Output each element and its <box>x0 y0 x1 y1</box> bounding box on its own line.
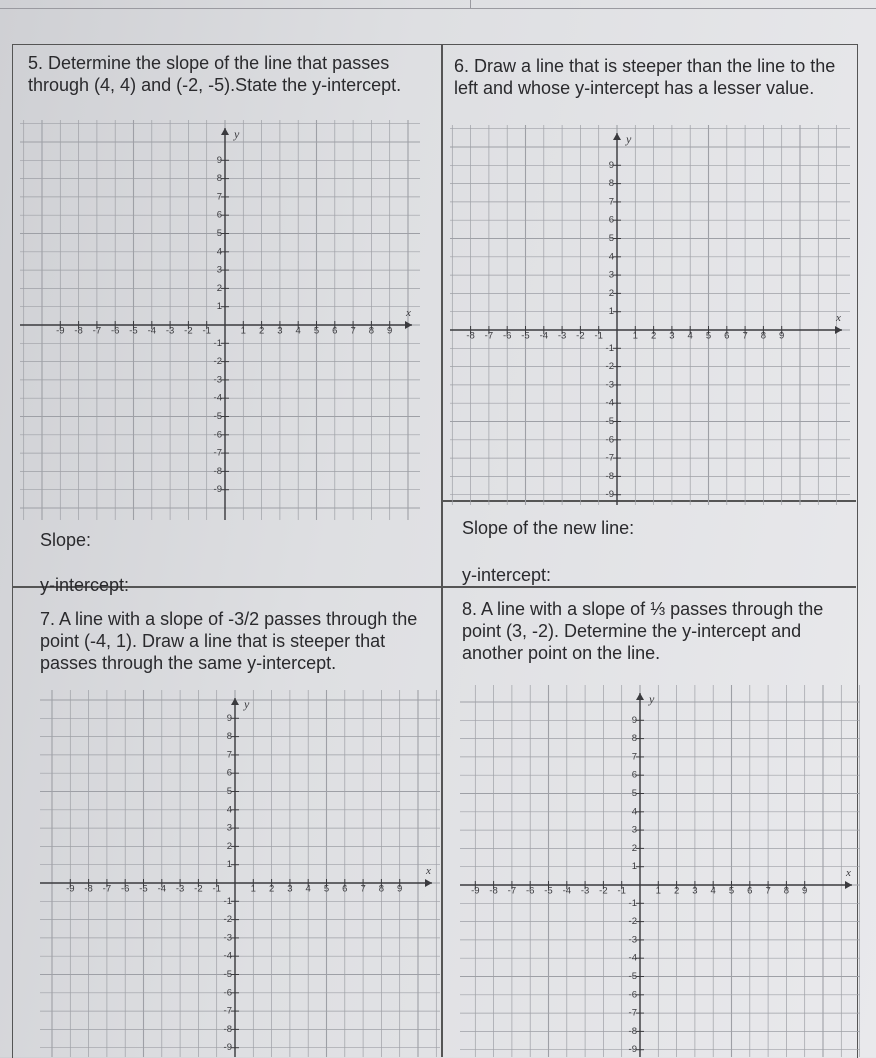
y-tick-label: -4 <box>213 392 222 404</box>
x-tick-label: 8 <box>783 885 790 897</box>
y-tick-label: -6 <box>628 989 637 1001</box>
grid-lines <box>460 685 860 1057</box>
x-tick-label: 5 <box>728 885 735 897</box>
x-axis-arrow <box>845 881 852 889</box>
y-tick-label: 8 <box>226 731 232 743</box>
question-6: 6. Draw a line that is steeper than the line to the left and whose y-intercept has a lesser value. <box>454 56 836 98</box>
y-tick-label: 6 <box>226 767 232 779</box>
y-tick-label: -2 <box>223 914 232 926</box>
x-tick-label: 1 <box>250 883 256 895</box>
x-axis-arrow <box>425 879 432 887</box>
x-tick-label: -2 <box>576 330 585 342</box>
x-tick-label: 6 <box>332 325 338 337</box>
x-tick-label: 3 <box>692 885 698 897</box>
x-tick-label: 7 <box>350 325 356 337</box>
q6-slope-label: Slope of the new line: <box>462 518 635 538</box>
x-tick-label: 7 <box>742 330 748 342</box>
y-tick-label: -6 <box>605 434 614 446</box>
y-tick-label: -2 <box>213 356 222 368</box>
x-axis-label: x <box>846 867 851 879</box>
x-tick-label: 4 <box>305 883 311 895</box>
x-tick-label: -9 <box>66 883 75 895</box>
x-tick-label: -6 <box>110 325 120 337</box>
coordinate-grid-q8[interactable] <box>460 685 860 1057</box>
x-tick-label: -8 <box>84 883 93 895</box>
y-tick-label: 4 <box>226 804 232 816</box>
y-tick-label: -9 <box>605 489 614 501</box>
grid-lines <box>450 125 850 505</box>
x-tick-label: -6 <box>525 885 535 897</box>
q6-y-intercept-label: y-intercept: <box>462 565 552 585</box>
x-tick-label: 8 <box>378 883 385 895</box>
y-tick-label: -8 <box>213 465 222 477</box>
y-tick-label: 4 <box>216 246 222 258</box>
x-tick-label: -1 <box>202 325 211 337</box>
y-tick-label: 5 <box>216 228 222 240</box>
x-tick-label: -7 <box>92 325 102 337</box>
x-tick-label: -5 <box>521 330 530 342</box>
y-tick-label: 5 <box>631 788 637 800</box>
y-tick-label: 1 <box>608 306 614 318</box>
q5-y-intercept-label: y-intercept: <box>40 575 130 595</box>
x-axis-label: x <box>426 865 431 877</box>
y-axis-label: y <box>234 127 240 141</box>
x-tick-label: -6 <box>502 330 512 342</box>
question-5: 5. Determine the slope of the line that passes through (4, 4) and (-2, -5).State the y-intercept. <box>28 53 402 95</box>
y-tick-label: 6 <box>608 214 614 226</box>
x-tick-label: 5 <box>323 883 330 895</box>
coordinate-grid-q7[interactable] <box>40 690 440 1057</box>
x-axis-label: x <box>836 312 841 324</box>
x-tick-label: -4 <box>157 883 167 895</box>
x-tick-label: -7 <box>507 885 517 897</box>
x-tick-label: 1 <box>632 330 638 342</box>
y-tick-label: -9 <box>213 484 222 496</box>
y-tick-label: -3 <box>223 932 232 944</box>
row-divider-right-2 <box>441 586 856 588</box>
y-tick-label: 9 <box>226 712 232 724</box>
y-tick-label: 3 <box>608 269 614 281</box>
y-tick-label: 2 <box>631 842 637 854</box>
x-tick-label: -7 <box>102 883 112 895</box>
y-tick-label: 4 <box>608 251 614 263</box>
x-tick-label: -3 <box>580 885 590 897</box>
x-tick-label: -3 <box>175 883 185 895</box>
y-tick-label: 9 <box>631 714 637 726</box>
x-tick-label: 9 <box>779 330 785 342</box>
y-tick-label: -1 <box>213 337 222 349</box>
y-tick-label: -3 <box>605 379 614 391</box>
x-tick-label: -1 <box>594 330 603 342</box>
y-tick-label: 3 <box>216 264 222 276</box>
x-tick-label: 2 <box>650 330 657 342</box>
x-tick-label: 2 <box>268 883 275 895</box>
x-tick-label: -3 <box>557 330 567 342</box>
x-tick-label: -2 <box>194 883 203 895</box>
x-tick-label: 8 <box>368 325 375 337</box>
x-tick-label: 4 <box>295 325 301 337</box>
top-divider <box>470 0 471 8</box>
x-tick-label: -9 <box>56 325 65 337</box>
y-tick-label: 7 <box>608 196 614 208</box>
y-tick-label: -8 <box>605 470 614 482</box>
y-tick-label: -1 <box>628 897 637 909</box>
y-axis-label: y <box>649 692 655 706</box>
y-tick-label: -1 <box>223 895 232 907</box>
y-tick-label: -7 <box>628 1007 637 1019</box>
x-tick-label: 1 <box>655 885 661 897</box>
x-tick-label: 6 <box>724 330 730 342</box>
x-tick-label: 9 <box>387 325 393 337</box>
x-tick-label: -1 <box>212 883 221 895</box>
x-tick-label: 9 <box>397 883 403 895</box>
x-tick-label: -8 <box>74 325 83 337</box>
x-tick-label: 4 <box>710 885 716 897</box>
y-tick-label: 6 <box>631 769 637 781</box>
y-tick-label: -7 <box>223 1005 232 1017</box>
x-tick-label: 1 <box>240 325 246 337</box>
x-tick-label: 6 <box>747 885 753 897</box>
grid-lines <box>40 690 440 1057</box>
y-tick-label: -4 <box>628 952 637 964</box>
question-8: 8. A line with a slope of ⅓ passes through the point (3, -2). Determine the y-intercept and another point on the line. <box>462 599 824 663</box>
y-tick-label: 3 <box>226 822 232 834</box>
y-tick-label: 7 <box>631 751 637 763</box>
y-tick-label: 9 <box>216 154 222 166</box>
x-tick-label: 7 <box>765 885 771 897</box>
y-tick-label: 8 <box>631 733 637 745</box>
x-tick-label: -8 <box>489 885 498 897</box>
coordinate-grid-q5[interactable] <box>20 120 420 520</box>
y-tick-label: -7 <box>213 447 222 459</box>
x-tick-label: 8 <box>760 330 767 342</box>
y-tick-label: 3 <box>631 824 637 836</box>
y-tick-label: 8 <box>608 178 614 190</box>
x-tick-label: 9 <box>802 885 808 897</box>
x-tick-label: -8 <box>466 330 475 342</box>
column-divider <box>441 44 443 1057</box>
coordinate-grid-q6[interactable] <box>450 125 850 505</box>
y-tick-label: 5 <box>608 233 614 245</box>
y-tick-label: -4 <box>605 397 614 409</box>
y-axis-label: y <box>244 697 250 711</box>
x-tick-label: -4 <box>539 330 549 342</box>
y-axis-arrow <box>231 698 239 705</box>
y-tick-label: -1 <box>605 342 614 354</box>
x-tick-label: -7 <box>484 330 494 342</box>
y-tick-label: -5 <box>605 416 614 428</box>
x-tick-label: 6 <box>342 883 348 895</box>
x-tick-label: 5 <box>705 330 712 342</box>
y-tick-label: 2 <box>608 287 614 299</box>
x-tick-label: 3 <box>277 325 283 337</box>
x-tick-label: -2 <box>184 325 193 337</box>
y-tick-label: -2 <box>628 916 637 928</box>
x-axis-arrow <box>835 326 842 334</box>
question-7: 7. A line with a slope of -3/2 passes through the point (-4, 1). Draw a line that is steeper that passes through the same y-intercept. <box>40 609 418 673</box>
x-tick-label: 3 <box>287 883 293 895</box>
y-tick-label: 1 <box>631 861 637 873</box>
y-tick-label: -9 <box>628 1044 637 1056</box>
x-tick-label: -4 <box>147 325 157 337</box>
y-tick-label: 2 <box>226 840 232 852</box>
y-tick-label: -5 <box>628 971 637 983</box>
x-tick-label: 4 <box>687 330 693 342</box>
y-axis-arrow <box>221 128 229 135</box>
x-tick-label: -6 <box>120 883 130 895</box>
y-tick-label: -2 <box>605 361 614 373</box>
y-tick-label: -6 <box>213 429 222 441</box>
y-tick-label: -3 <box>213 374 222 386</box>
x-tick-label: 7 <box>360 883 366 895</box>
x-tick-label: -5 <box>544 885 553 897</box>
y-tick-label: -4 <box>223 950 232 962</box>
y-tick-label: -5 <box>213 411 222 423</box>
x-tick-label: -9 <box>471 885 480 897</box>
y-tick-label: 7 <box>216 191 222 203</box>
screen-top-edge <box>0 0 876 9</box>
y-axis-arrow <box>613 133 621 140</box>
x-axis-label: x <box>406 307 411 319</box>
y-tick-label: 9 <box>608 159 614 171</box>
y-tick-label: 1 <box>216 301 222 313</box>
x-tick-label: -5 <box>129 325 138 337</box>
y-tick-label: 8 <box>216 173 222 185</box>
x-tick-label: -3 <box>165 325 175 337</box>
y-tick-label: -7 <box>605 452 614 464</box>
y-tick-label: 1 <box>226 859 232 871</box>
y-tick-label: 4 <box>631 806 637 818</box>
y-axis-label: y <box>626 132 632 146</box>
y-tick-label: 2 <box>216 282 222 294</box>
y-tick-label: -5 <box>223 969 232 981</box>
y-tick-label: 7 <box>226 749 232 761</box>
y-tick-label: -3 <box>628 934 637 946</box>
y-tick-label: -9 <box>223 1042 232 1054</box>
y-tick-label: -8 <box>223 1023 232 1035</box>
x-tick-label: 2 <box>258 325 265 337</box>
x-tick-label: 3 <box>669 330 675 342</box>
y-tick-label: 6 <box>216 209 222 221</box>
x-tick-label: -4 <box>562 885 572 897</box>
y-axis-arrow <box>636 693 644 700</box>
x-tick-label: -5 <box>139 883 148 895</box>
x-tick-label: 5 <box>313 325 320 337</box>
q5-slope-label: Slope: <box>40 530 92 550</box>
x-tick-label: -1 <box>617 885 626 897</box>
x-tick-label: -2 <box>599 885 608 897</box>
y-tick-label: -8 <box>628 1025 637 1037</box>
y-tick-label: 5 <box>226 786 232 798</box>
y-tick-label: -6 <box>223 987 232 999</box>
x-tick-label: 2 <box>673 885 680 897</box>
